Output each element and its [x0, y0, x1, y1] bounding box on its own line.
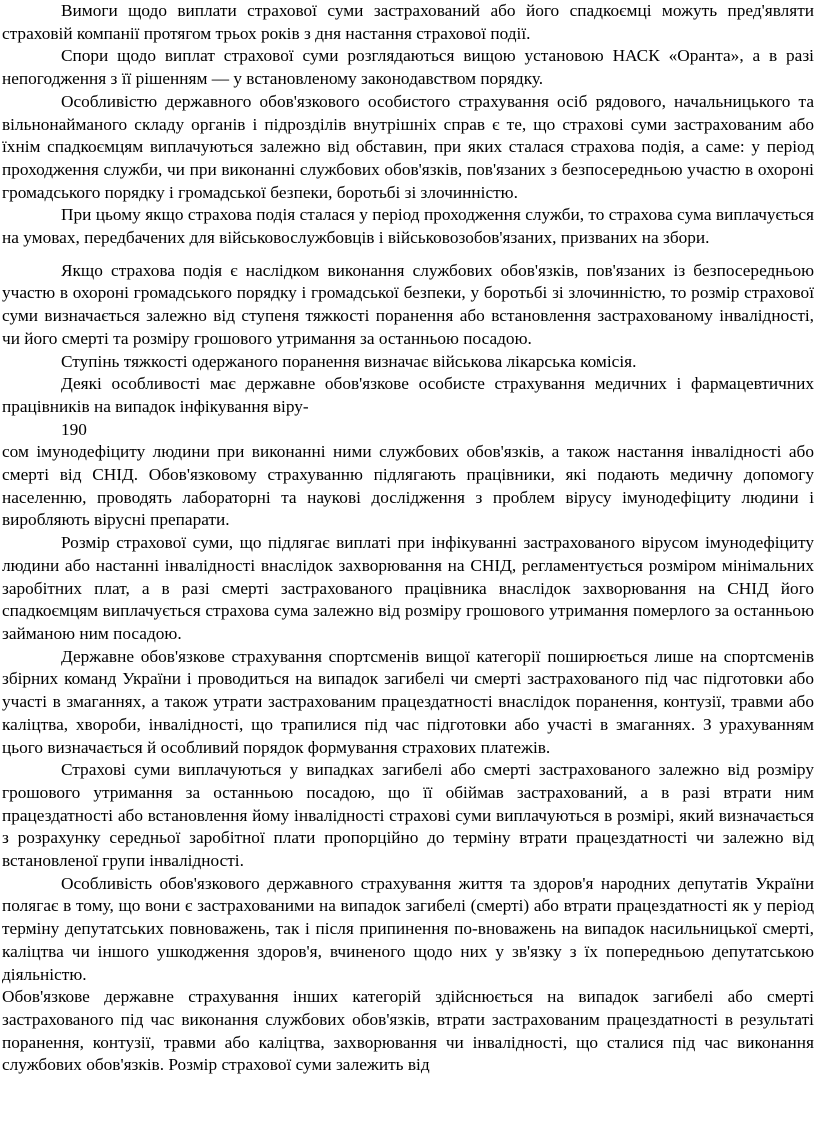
paragraph-other-categories: Обов'язкове державне страхування інших категорій здійснюється на випадок загибелі або смерті застрахованого під час виконання службових обов'язків, втрати застрахованим працездатності в результаті поранення, контузії, травми або каліцтва, захворювання чи інвалідності, що сталися під час виконання службових обов'язків. Розмір страхової суми залежить від	[2, 987, 814, 1075]
paragraph-hiv-sum: Розмір страхової суми, що підлягає виплаті при інфікуванні застрахованого вірусом імунодефіциту людини або настанні інвалідності внаслідок захворювання на СНІД, регламентується розміром мінімальних заробітних плат, а в разі смерті застрахованого працівника внаслідок захворювання на СНІД його спадкоємцям виплачується страхова сума залежно від розміру грошового утримання померлого за останньою займаною ним посадою.	[2, 533, 814, 643]
paragraph-disputes: Спори щодо виплат страхової суми розглядаються вищою установою НАСК «Оранта», а в разі непогодження з її рішенням — у встановленому законодавством порядку.	[2, 46, 814, 89]
paragraph-internal-affairs-insurance: Особливістю державного обов'язкового особистого страхування осіб рядового, начальницького та вільнонайманого складу органів і підрозділів внутрішніх справ є те, що страхові суми застрахованим або їхнім спадкоємцям виплачуються залежно від обставин, при яких сталася страхова подія, а саме: у період проходження служби, чи при виконанні службових обов'язків, пов'язаних з безпосередньою участю в охороні громадського порядку і громадської безпеки, боротьбі зі злочинністю.	[2, 91, 814, 202]
paragraph-service-period: При цьому якщо страхова подія сталася у період проходження служби, то страхова сума виплачується на умовах, передбачених для військовослужбовців і військовозобов'язаних, призваних на збори.	[2, 205, 814, 248]
paragraph-athletes: Державне обов'язкове страхування спортсменів вищої категорії поширюється лише на спортсменів збірних команд України і проводиться на випадок загибелі чи смерті застрахованого під час підготовки або участі в змаганнях, а також утрати застрахованим працездатності внаслідок поранення, контузії, травми або каліцтва, хвороби, інвалідності, що трапилися під час підготовки або участі в змаганнях. З урахуванням цього визначається й особливий порядок формування страхових платежів.	[2, 646, 814, 757]
paragraph-payouts: Страхові суми виплачуються у випадках загибелі або смерті застрахованого залежно від розміру грошового утримання за останньою посадою, що її обіймав застрахований, а в разі втрати ним працездатності або встановлення йому інвалідності страхові суми виплачуються в розмірі, який визначається з розрахунку середньої заробітної плати пропорційно до терміну втрати працездатності чи залежно від встановленої групи інвалідності.	[2, 760, 814, 871]
paragraph-medical-commission: Ступінь тяжкості одержаного поранення визначає військова лікарська комісія.	[61, 351, 637, 371]
paragraph-duty-consequence: Якщо страхова подія є наслідком виконання службових обов'язків, пов'язаних із безпосередньою участю в охороні громадського порядку і громадської безпеки, у боротьбі зі злочинністю, то розмір страхової суми визначається залежно від ступеня тяжкості поранення або встановлення застрахованому інвалідності, чи його смерті та розміру грошового утримання за останньою посадою.	[2, 260, 814, 348]
paragraph-claims-deadline: Вимоги щодо виплати страхової суми застрахований або його спадкоємці можуть пред'являти страховій компанії протягом трьох років з дня настання страхової події.	[2, 1, 814, 43]
page-number: 190	[61, 419, 87, 439]
paragraph-medical-workers: Деякі особливості має державне обов'язкове особисте страхування медичних і фармацевтичних працівників на випадок інфікування віру-	[2, 374, 814, 416]
paragraph-medical-workers-continued: сом імунодефіциту людини при виконанні ними службових обов'язків, а також настання інвалідності або смерті від СНІД. Обов'язковому страхуванню підлягають працівники, які подають медичну допомогу населенню, проводять лабораторні та наукові дослідження з проблем вірусу імунодефіциту людини і виробляють вірусні препарати.	[2, 442, 814, 530]
paragraph-deputies: Особливість обов'язкового державного страхування життя та здоров'я народних депутатів України полягає в тому, що вони є застрахованими на випадок загибелі (смерті) або втрати працездатності як у період терміну депутатських повноважень, так і після припинення по-вноважень на випадок насильницької смерті, каліцтва чи іншого ушкодження здоров'я, вчиненого щодо них у зв'язку з їх попередньою депутатською діяльністю.	[2, 873, 814, 984]
